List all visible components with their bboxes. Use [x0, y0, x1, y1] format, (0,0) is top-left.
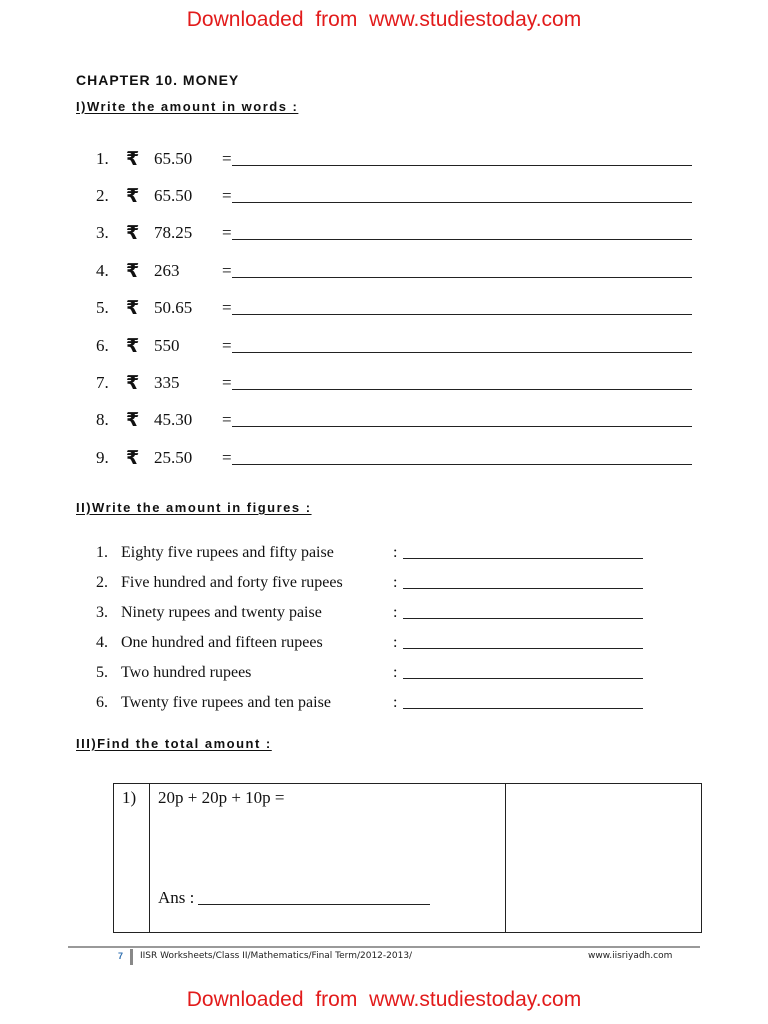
section-heading-words: I)Write the amount in words : — [76, 99, 299, 114]
amount: 263 — [154, 260, 180, 280]
expression: 20p + 20p + 10p = — [158, 788, 285, 807]
equals-sign: = — [222, 373, 232, 393]
amount: 65.50 — [154, 186, 193, 206]
amount: 78.25 — [154, 223, 193, 243]
answer-blank[interactable] — [232, 189, 692, 203]
figures-exercise-list — [96, 538, 696, 718]
watermark-top: Downloaded from www.studiestoday.com — [186, 8, 582, 31]
section-heading-figures: II)Write the amount in figures : — [76, 500, 312, 515]
list-item — [96, 215, 696, 252]
amount: 335 — [154, 373, 180, 393]
item-number: 6. — [96, 335, 109, 355]
equals-sign: = — [222, 148, 232, 168]
footer-separator — [130, 949, 133, 965]
item-number: 8. — [96, 410, 109, 430]
amount: 25.50 — [154, 447, 193, 467]
rupee-icon: ₹ — [126, 147, 140, 170]
rupee-icon: ₹ — [126, 334, 140, 357]
answer-blank[interactable] — [403, 607, 643, 619]
rupee-icon: ₹ — [126, 259, 140, 282]
item-number: 3. — [96, 223, 109, 243]
answer-blank[interactable] — [198, 891, 430, 905]
item-number: 1. — [96, 148, 109, 168]
equals-sign: = — [222, 223, 232, 243]
list-item — [96, 140, 696, 177]
answer-blank[interactable] — [232, 376, 692, 390]
list-item — [96, 439, 696, 476]
equals-sign: = — [222, 447, 232, 467]
item-number: 9. — [96, 447, 109, 467]
amount: 45.30 — [154, 410, 193, 430]
answer-blank[interactable] — [403, 547, 643, 559]
list-item — [96, 658, 696, 688]
rupee-icon: ₹ — [126, 446, 140, 469]
amount-in-words: Ninety rupees and twenty paise — [121, 604, 322, 621]
footer-text: IISR Worksheets/Class II/Mathematics/Final Term/2012-2013/ — [140, 951, 413, 961]
equals-sign: = — [222, 410, 232, 430]
item-number: 6. — [96, 694, 108, 711]
list-item — [96, 688, 696, 718]
amount-in-words: Twenty five rupees and ten paise — [121, 694, 331, 711]
item-number: 4. — [96, 634, 108, 651]
work-cell — [150, 784, 506, 932]
list-item — [96, 598, 696, 628]
rough-work-cell[interactable] — [506, 784, 701, 932]
section-heading-total: III)Find the total amount : — [76, 736, 272, 751]
answer-blank[interactable] — [232, 226, 692, 240]
rupee-icon: ₹ — [126, 185, 140, 208]
list-item — [96, 628, 696, 658]
answer-row — [158, 888, 430, 908]
item-number: 2. — [96, 574, 108, 591]
rupee-icon: ₹ — [126, 409, 140, 432]
list-item — [96, 177, 696, 214]
colon: : — [393, 604, 398, 621]
equals-sign: = — [222, 260, 232, 280]
list-item — [96, 327, 696, 364]
list-item — [96, 568, 696, 598]
item-number: 3. — [96, 604, 108, 621]
list-item — [96, 364, 696, 401]
colon: : — [393, 544, 398, 561]
total-amount-table — [113, 783, 702, 933]
answer-blank[interactable] — [232, 339, 692, 353]
answer-blank[interactable] — [403, 637, 643, 649]
list-item — [96, 402, 696, 439]
row-number: 1) — [114, 784, 150, 932]
amount-in-words: Two hundred rupees — [121, 664, 252, 681]
item-number: 5. — [96, 664, 108, 681]
answer-blank[interactable] — [232, 413, 692, 427]
footer-divider — [68, 946, 700, 948]
amount-in-words: Five hundred and forty five rupees — [121, 574, 343, 591]
item-number: 4. — [96, 260, 109, 280]
item-number: 1. — [96, 544, 108, 561]
chapter-title: CHAPTER 10. MONEY — [76, 72, 240, 88]
item-number: 2. — [96, 186, 109, 206]
colon: : — [393, 664, 398, 681]
equals-sign: = — [222, 186, 232, 206]
amount: 550 — [154, 335, 180, 355]
list-item — [96, 290, 696, 327]
list-item — [96, 538, 696, 568]
answer-blank[interactable] — [403, 667, 643, 679]
answer-blank[interactable] — [403, 697, 643, 709]
amount: 50.65 — [154, 298, 193, 318]
equals-sign: = — [222, 335, 232, 355]
colon: : — [393, 574, 398, 591]
list-item — [96, 252, 696, 289]
item-number: 7. — [96, 373, 109, 393]
amount: 65.50 — [154, 148, 193, 168]
page-number: 7 — [118, 951, 124, 961]
amount-in-words: One hundred and fifteen rupees — [121, 634, 323, 651]
equals-sign: = — [222, 298, 232, 318]
rupee-icon: ₹ — [126, 372, 140, 395]
colon: : — [393, 634, 398, 651]
answer-label: Ans : — [158, 888, 195, 907]
amount-in-words: Eighty five rupees and fifty paise — [121, 544, 334, 561]
watermark-bottom: Downloaded from www.studiestoday.com — [186, 988, 582, 1011]
answer-blank[interactable] — [403, 577, 643, 589]
words-exercise-list — [96, 140, 696, 477]
answer-blank[interactable] — [232, 152, 692, 166]
colon: : — [393, 694, 398, 711]
rupee-icon: ₹ — [126, 297, 140, 320]
answer-blank[interactable] — [232, 451, 692, 465]
answer-blank[interactable] — [232, 264, 692, 278]
footer-url: www.iisriyadh.com — [588, 951, 673, 961]
rupee-icon: ₹ — [126, 222, 140, 245]
item-number: 5. — [96, 298, 109, 318]
answer-blank[interactable] — [232, 301, 692, 315]
